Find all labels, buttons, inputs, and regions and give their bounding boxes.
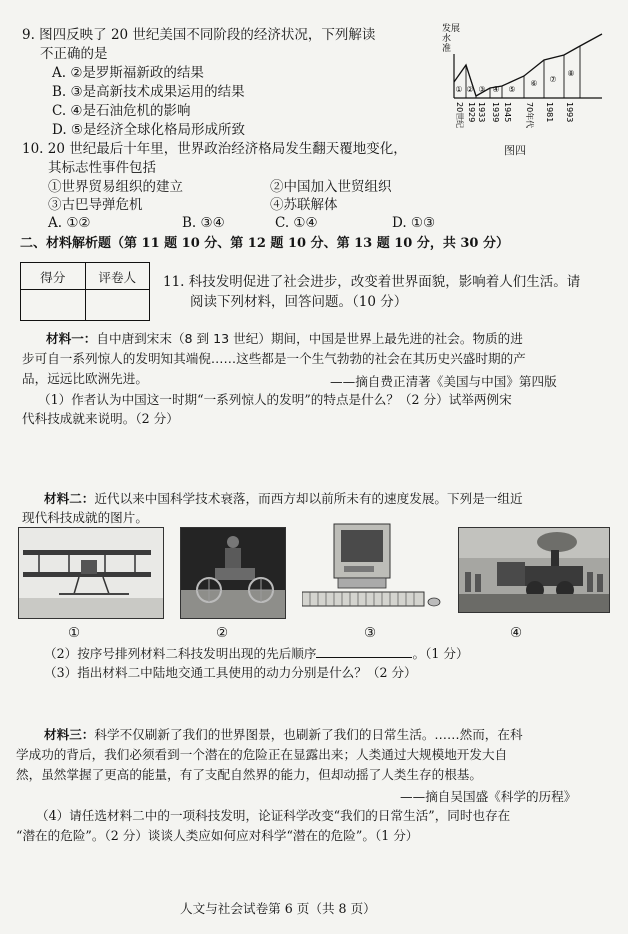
q10-event-3: ③古巴导弹危机: [48, 197, 143, 213]
score-cell[interactable]: [21, 290, 86, 321]
computer-illustration: [302, 522, 442, 614]
figure4-x-label: 1993: [565, 102, 574, 123]
figure4-ylabel-1: 发展: [442, 24, 461, 34]
q10-event-4: ④苏联解体: [270, 197, 338, 213]
photo-computer: [302, 522, 442, 614]
early-car-illustration: [181, 528, 285, 618]
material3-label: 材料三：: [44, 727, 95, 742]
q2-line: [44, 644, 469, 663]
figure4-x-label: 20世纪: [455, 102, 464, 129]
q2-text: （2）按序号排列材料二科技发明出现的先后顺序: [44, 646, 317, 661]
q10-option-c: C. ①④: [275, 215, 318, 231]
q10-option-a: A. ①②: [48, 215, 91, 231]
q10-stem-line1: 10. 20 世纪最后十年里，世界政治经济格局发生翻天覆地变化，: [22, 141, 407, 157]
material1-label: 材料一：: [46, 331, 97, 346]
figure4-segment-label: ④: [492, 85, 500, 94]
q10-option-d: D. ①③: [392, 215, 436, 231]
material2-label: 材料二：: [44, 491, 95, 506]
q9-option-d: D. ⑤是经济全球化格局形成所致: [52, 122, 246, 138]
figure4-x-label: 1933: [477, 102, 486, 123]
q9-option-b: B. ③是高新技术成果运用的结果: [52, 84, 245, 100]
material2-text1: 近代以来中国科学技术衰落，而西方却以前所未有的速度发展。下列是一组近: [94, 491, 523, 506]
q9-option-c: C. ④是石油危机的影响: [52, 103, 191, 119]
figure4-x-label: 1981: [545, 102, 554, 123]
q1-line1: （1）作者认为中国这一时期“一系列惊人的发明”的特点是什么？（2 分）试举两例宋: [38, 392, 512, 407]
material1-text1: 自中唐到宋末（8 到 13 世纪）期间，中国是世界上最先进的社会。物质的进: [96, 331, 523, 346]
grader-cell[interactable]: [85, 290, 150, 321]
figure4-segment-label: ①: [455, 85, 463, 94]
q9-stem-line2: 不正确的是: [40, 46, 108, 62]
q2-score: 。（1 分）: [412, 646, 469, 661]
figure4-ylabel-3: 准: [442, 44, 452, 54]
figure4-x-label: 1939: [491, 102, 500, 123]
figure4-ylabel-2: 水: [442, 34, 452, 44]
figure4-caption: 图四: [504, 144, 526, 157]
q10-event-1: ①世界贸易组织的建立: [48, 179, 183, 195]
photo-label-1: ①: [68, 625, 81, 641]
score-table-header-score: 得分: [21, 263, 86, 290]
figure4-svg: [440, 20, 605, 160]
page-footer: 人文与社会试卷第 6 页（共 8 页）: [180, 901, 376, 916]
score-table: [20, 262, 150, 321]
figure4-x-label: 1945: [503, 102, 512, 123]
material1-line1: [46, 328, 523, 347]
q9-option-a: A. ②是罗斯福新政的结果: [52, 65, 204, 81]
figure4-segment-label: ⑥: [530, 79, 538, 88]
photo-label-3: ③: [364, 625, 377, 641]
material1-line3: 品，远远比欧洲先进。: [22, 371, 148, 386]
q11-stem-line2: 阅读下列材料，回答问题。（10 分）: [190, 294, 408, 310]
q10-option-b: B. ③④: [182, 215, 225, 231]
q2-answer-blank[interactable]: [316, 644, 412, 658]
figure4-chart: [440, 20, 605, 160]
material3-source: ——摘自吴国盛《科学的历程》: [400, 789, 577, 804]
figure4-segment-label: ⑧: [567, 69, 575, 78]
q11-stem-line1: 11. 科技发明促进了社会进步，改变着世界面貌，影响着人们生活。请: [163, 274, 581, 290]
q10-stem-line2: 其标志性事件包括: [48, 160, 156, 176]
material2-line2: 现代科技成就的图片。: [22, 510, 148, 525]
material3-line1: [44, 724, 523, 743]
figure4-segment-label: ⑦: [549, 75, 557, 84]
q9-stem-line1: 9. 图四反映了 20 世纪美国不同阶段的经济状况，下列解读: [22, 27, 376, 43]
q10-event-2: ②中国加入世贸组织: [270, 179, 392, 195]
photo-airplane: [18, 527, 164, 619]
figure4-segment-label: ②: [466, 85, 474, 94]
material3-text1: 科学不仅刷新了我们的世界图景，也刷新了我们的日常生活。……然而，在科: [94, 727, 523, 742]
score-table-header-grader: 评卷人: [85, 263, 150, 290]
locomotive-illustration: [459, 528, 609, 612]
material2-line1: [44, 488, 523, 507]
q3-line: （3）指出材料二中陆地交通工具使用的动力分别是什么？（2 分）: [44, 665, 417, 680]
figure4-segment-label: ⑤: [508, 85, 516, 94]
material3-line3: 然，虽然掌握了更高的能量，有了支配自然界的能力，但却动摇了人类生存的根基。: [16, 767, 482, 782]
material1-source: ——摘自费正清著《美国与中国》第四版: [330, 374, 557, 389]
airplane-illustration: [19, 528, 163, 618]
material3-line2: 学成功的背后，我们必须看到一个潜在的危险正在显露出来；人类通过大规模地开发大自: [16, 747, 508, 762]
photo-label-4: ④: [510, 625, 523, 641]
photo-label-2: ②: [216, 625, 229, 641]
photo-steam-locomotive: [458, 527, 610, 613]
section2-title: 二、材料解析题（第 11 题 10 分、第 12 题 10 分、第 13 题 10 分，共 30 分）: [20, 236, 509, 251]
q4-line2: “潜在的危险”。（2 分）谈谈人类应如何应对科学“潜在的危险”。（1 分）: [16, 828, 419, 843]
figure4-x-label: 1929: [467, 102, 476, 123]
q4-line1: （4）请任选材料二中的一项科技发明，论证科学改变“我们的日常生活”，同时也存在: [36, 808, 511, 823]
photo-early-car: [180, 527, 286, 619]
material1-line2: 步可自一系列惊人的发明知其端倪……这些都是一个生气勃勃的社会在其历史兴盛时期的产: [22, 351, 526, 366]
figure4-segment-label: ③: [478, 85, 486, 94]
figure4-x-label: 70年代: [525, 102, 534, 129]
q1-line2: 代科技成就来说明。（2 分）: [22, 411, 179, 426]
